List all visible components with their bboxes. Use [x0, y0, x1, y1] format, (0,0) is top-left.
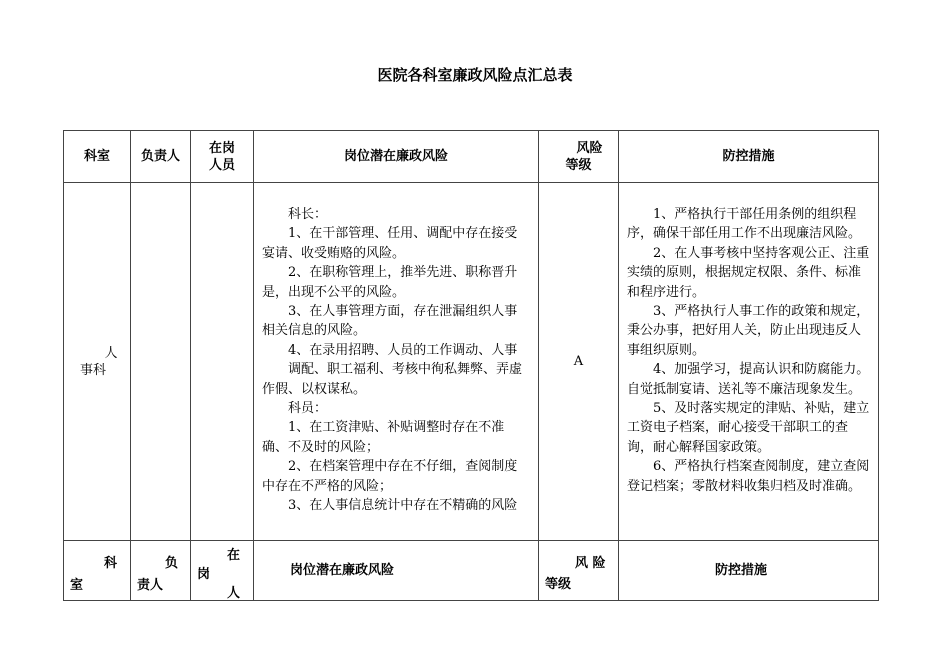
- risks-cell: [254, 183, 539, 541]
- risk-line: 2、在档案管理中存在不仔细，查阅制度中存在不严格的风险；: [262, 459, 518, 494]
- risk-line: 2、在职称管理上，推举先进、职称晋升是，出现不公平的风险。: [262, 265, 518, 300]
- risk-level-cell: A: [539, 183, 619, 541]
- risk-line: 3、在人事信息统计中存在不精确的风险: [288, 498, 518, 514]
- repeat-dept-b: 室: [70, 578, 84, 593]
- staff-cell: [191, 183, 254, 541]
- header-owner: 负责人: [131, 131, 191, 183]
- risk-line: 科员：: [288, 401, 328, 417]
- repeat-staff-c: 人: [227, 586, 241, 601]
- table-row: [64, 183, 879, 541]
- measure-line: 3、严格执行人事工作的政策和规定，秉公办事，把好用人关，防止出现违反人事组织原则。: [627, 304, 870, 358]
- owner-cell: [131, 183, 191, 541]
- measure-line: 4、加强学习，提高认识和防腐能力。自觉抵制宴请、送礼等不廉洁现象发生。: [627, 362, 870, 397]
- repeat-header-owner: [131, 541, 191, 601]
- repeat-owner-b: 责人: [137, 578, 164, 593]
- repeat-header-risks: 岗位潜在廉政风险: [254, 541, 539, 601]
- header-staff-line1: 在岗: [208, 140, 235, 156]
- measure-line: 6、严格执行档案查阅制度，建立查阅登记档案；零散材料收集归档及时准确。: [627, 459, 870, 494]
- risk-line: 4、在录用招聘、人员的工作调动、人事: [288, 342, 518, 358]
- repeat-dept-a: 科: [104, 556, 118, 571]
- repeat-owner-a: 负: [165, 556, 179, 571]
- header-row: [64, 131, 879, 183]
- dept-cell: [64, 183, 131, 541]
- repeat-level-a: 风 险: [575, 556, 606, 571]
- header-level-line2: 等级: [565, 157, 592, 173]
- dept-line2: 事科: [80, 362, 107, 378]
- repeat-level-b: 等级: [545, 577, 572, 592]
- repeat-header-row: [64, 541, 879, 601]
- risk-summary-table: [63, 130, 879, 601]
- risk-line: 科长：: [288, 207, 328, 222]
- risk-line: 1、在工资津贴、补贴调整时存在不准确、不及时的风险；: [262, 420, 505, 455]
- risk-line: 调配、职工福利、考核中徇私舞弊、弄虚作假、以权谋私。: [262, 362, 523, 397]
- repeat-header-measures: 防控措施: [619, 541, 879, 601]
- header-staff-line2: 人员: [208, 157, 235, 173]
- repeat-header-dept: [64, 541, 131, 601]
- dept-line1: 人: [104, 345, 118, 361]
- header-level: [539, 131, 619, 183]
- document-title: 医院各科室廉政风险点汇总表: [377, 66, 573, 84]
- risk-line: 1、在干部管理、任用、调配中存在接受宴请、收受贿赂的风险。: [262, 226, 518, 261]
- header-risks: 岗位潜在廉政风险: [254, 131, 539, 183]
- repeat-header-level: [539, 541, 619, 601]
- repeat-header-staff: [191, 541, 254, 601]
- header-dept: 科室: [64, 131, 131, 183]
- measure-line: 5、及时落实规定的津贴、补贴，建立工资电子档案，耐心接受干部职工的查询，耐心解释国家政策。: [627, 401, 870, 455]
- measure-line: 2、在人事考核中坚持客观公正、注重实绩的原则，根据规定权限、条件、标准和程序进行。: [627, 245, 870, 300]
- repeat-staff-a: 在: [227, 548, 241, 563]
- risk-line: 3、在人事管理方面，存在泄漏组织人事相关信息的风险。: [262, 304, 518, 339]
- header-staff: [191, 131, 254, 183]
- header-measures: 防控措施: [619, 131, 879, 183]
- measures-cell: [619, 183, 879, 541]
- measure-line: 1、严格执行干部任用条例的组织程序，确保干部任用工作不出现廉洁风险。: [627, 207, 862, 242]
- header-level-line1: 风险: [576, 140, 603, 156]
- repeat-staff-b: 岗: [197, 567, 211, 582]
